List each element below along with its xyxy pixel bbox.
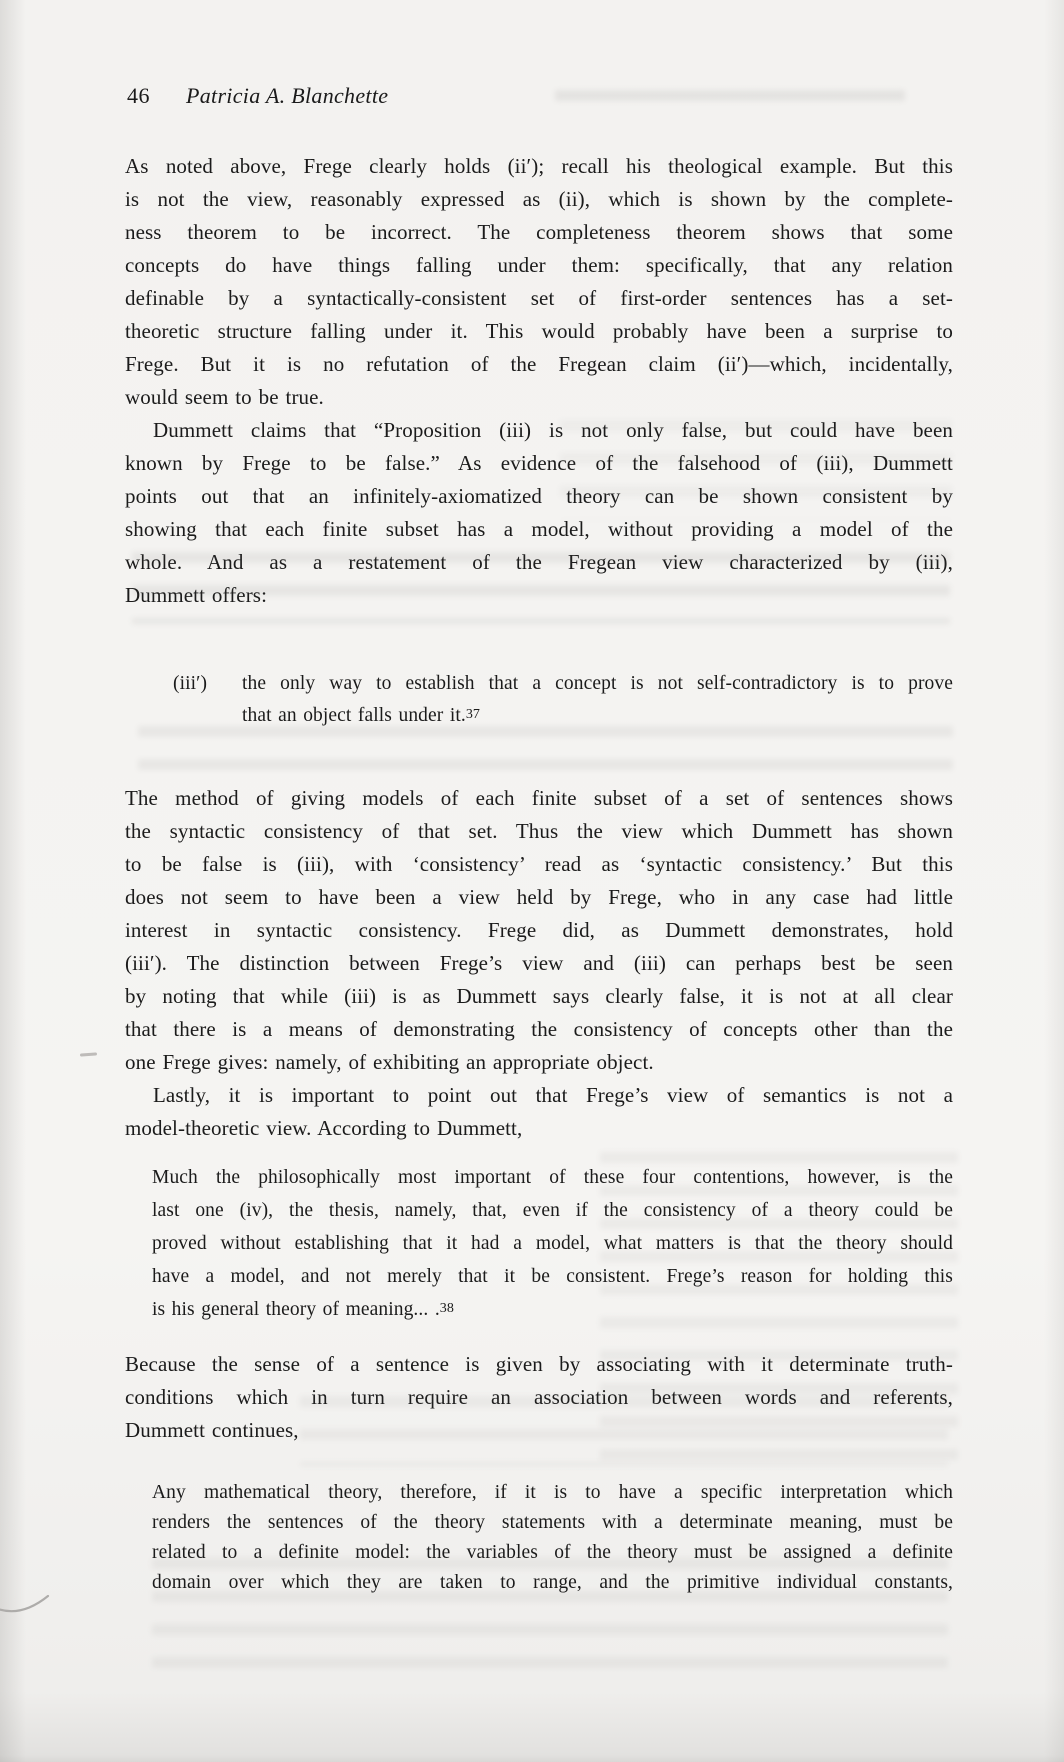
text-line: whole. And as a restatement of the Fregean view characterized by (iii), [125, 550, 953, 574]
paragraph [125, 150, 953, 414]
text-line: the only way to establish that a concept is not self-contradictory is to prove [242, 673, 953, 694]
footnote-ref: 38 [439, 1300, 454, 1316]
text-line: Much the philosophically most important of these four contentions, however, is the [152, 1167, 953, 1188]
text-line: domain over which they are taken to range, and the primitive individual constants, [152, 1572, 953, 1593]
paragraph [125, 782, 953, 1079]
list-item-iii-prime [125, 668, 953, 732]
text-line: renders the sentences of the theory statements with a determinate meaning, must be [152, 1512, 953, 1533]
text-line: Frege. But it is no refutation of the Fregean claim (ii′)—which, incidentally, [125, 352, 953, 376]
text-line: does not seem to have been a view held by Frege, who in any case had little [125, 885, 953, 909]
running-head: Patricia A. Blanchette [186, 83, 389, 108]
paragraph [125, 414, 953, 612]
text-line: have a model, and not merely that it be consistent. Frege’s reason for holding this [152, 1266, 953, 1287]
text-column [125, 150, 953, 1598]
text-line: the syntactic consistency of that set. Thus the view which Dummett has shown [125, 819, 953, 843]
text-line: last one (iv), the thesis, namely, that, even if the consistency of a theory could be [152, 1200, 953, 1221]
text-line: Dummett claims that “Proposition (iii) is not only false, but could have been [153, 418, 953, 442]
pencil-mark [80, 1052, 97, 1056]
text-line: Lastly, it is important to point out that Frege’s view of semantics is not a [153, 1083, 953, 1107]
text-line: is his general theory of meaning... .$^{38}$ [152, 1299, 454, 1320]
paragraph [125, 1348, 953, 1447]
text-line: As noted above, Frege clearly holds (ii′); recall his theological example. But this [125, 154, 953, 178]
text-line: concepts do have things falling under them: specifically, that any relation [125, 253, 953, 277]
text-line: that an object falls under it.$^{37}$ [242, 705, 480, 726]
footnote-ref: 37 [465, 706, 480, 722]
text-line: that there is a means of demonstrating the consistency of concepts other than the [125, 1017, 953, 1041]
bleed-through-ghost-text [555, 90, 905, 122]
text-line: is not the view, reasonably expressed as (ii), which is shown by the complete- [125, 187, 953, 211]
quote-block [125, 1161, 953, 1326]
text-line: definable by a syntactically-consistent set of first-order sentences has a set- [125, 286, 953, 310]
text-line: Dummett continues, [125, 1418, 299, 1442]
text-line: ness theorem to be incorrect. The completeness theorem shows that some [125, 220, 953, 244]
text-line: Dummett offers: [125, 583, 268, 607]
text-line: (iii′). The distinction between Frege’s view and (iii) can perhaps best be seen [125, 951, 953, 975]
paragraph [125, 1079, 953, 1145]
text-line: proved without establishing that it had a model, what matters is that the theory should [152, 1233, 953, 1254]
text-line: showing that each finite subset has a model, without providing a model of the [125, 517, 953, 541]
text-line: model-theoretic view. According to Dummett, [125, 1116, 523, 1140]
page-curl-line [0, 1583, 64, 1627]
text-line: known by Frege to be false.” As evidence of the falsehood of (iii), Dummett [125, 451, 953, 475]
text-line: Because the sense of a sentence is given by associating with it determinate truth- [125, 1352, 953, 1376]
quote-block [125, 1478, 953, 1598]
page-header [127, 82, 388, 109]
text-line: theoretic structure falling under it. This would probably have been a surprise to [125, 319, 953, 343]
list-label: (iii′) [173, 673, 208, 694]
text-line: interest in syntactic consistency. Frege did, as Dummett demonstrates, hold [125, 918, 953, 942]
text-line: The method of giving models of each finite subset of a set of sentences shows [125, 786, 953, 810]
page-number: 46 [127, 83, 150, 108]
text-line: to be false is (iii), with ‘consistency’ read as ‘syntactic consistency.’ But this [125, 852, 953, 876]
text-line: related to a definite model: the variables of the theory must be assigned a definite [152, 1542, 953, 1563]
text-line: by noting that while (iii) is as Dummett says clearly false, it is not at all clear [125, 984, 953, 1008]
text-line: one Frege gives: namely, of exhibiting an appropriate object. [125, 1050, 654, 1074]
text-line: would seem to be true. [125, 385, 324, 409]
text-line: Any mathematical theory, therefore, if it is to have a specific interpretation which [152, 1482, 953, 1503]
text-line: points out that an infinitely-axiomatized theory can be shown consistent by [125, 484, 953, 508]
text-line: conditions which in turn require an association between words and referents, [125, 1385, 953, 1409]
